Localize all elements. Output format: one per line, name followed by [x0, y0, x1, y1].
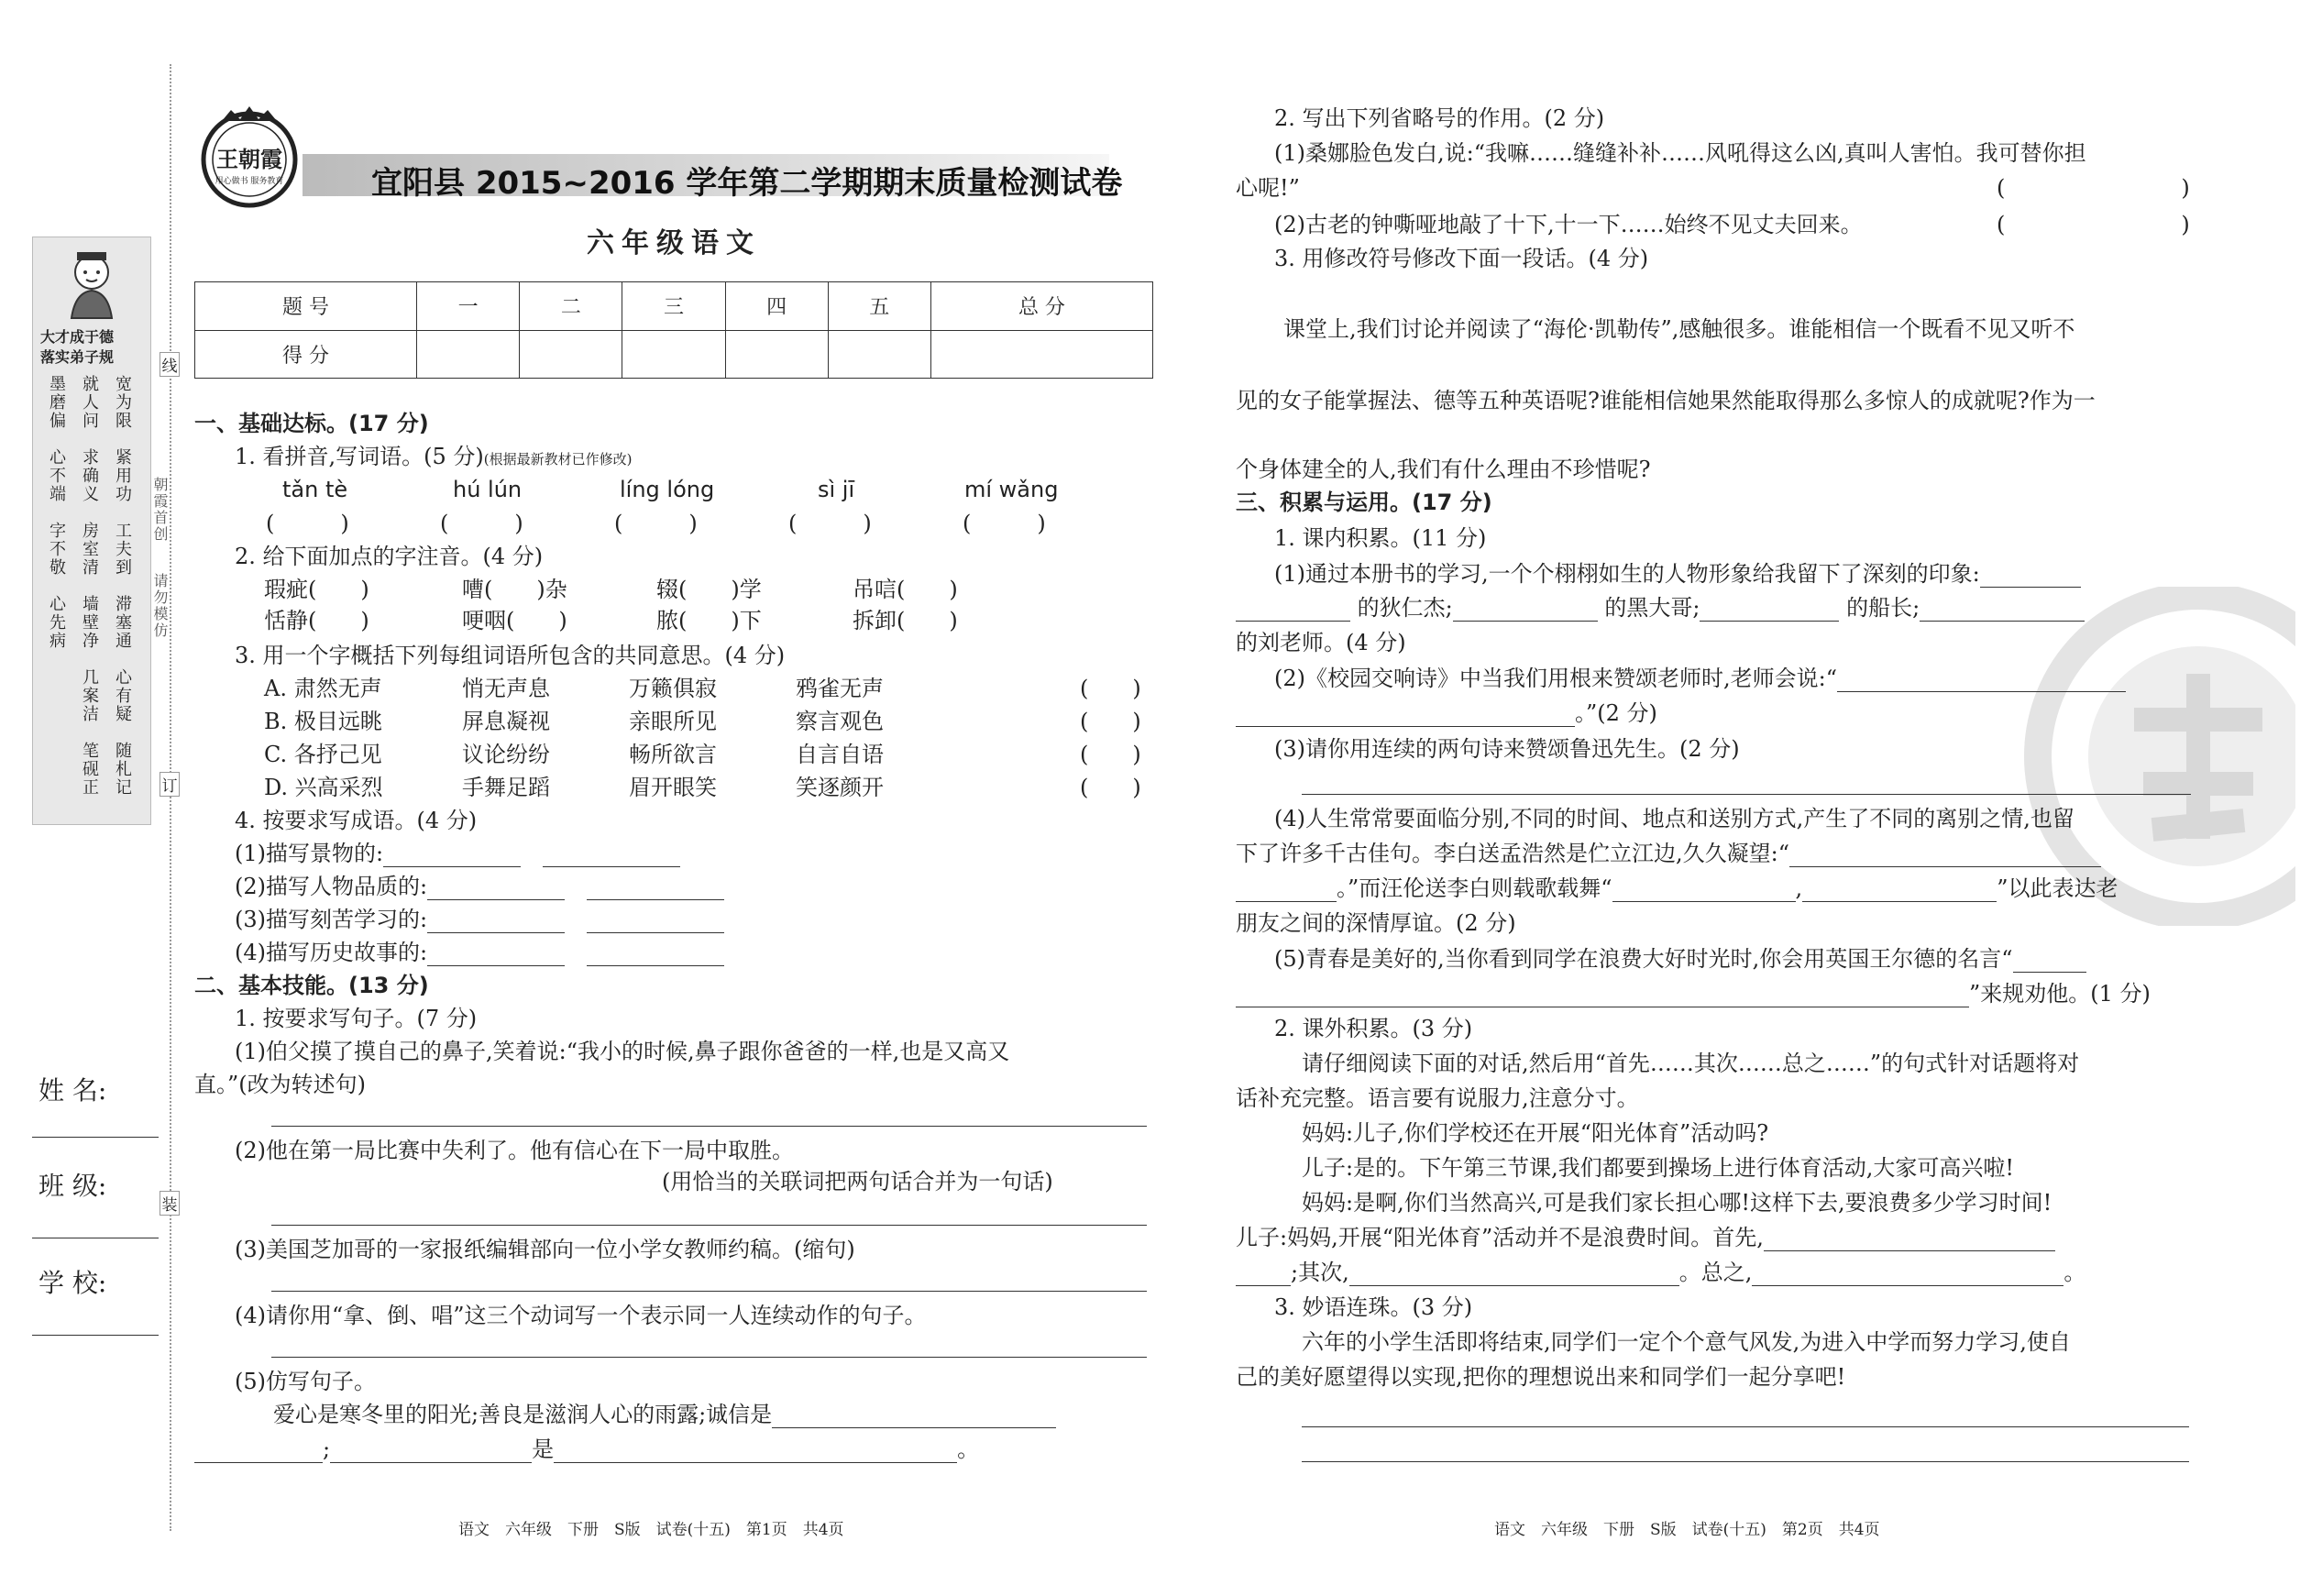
- q2-item[interactable]: 拆卸( ): [853, 608, 958, 633]
- class-label: 班 级:: [39, 1171, 107, 1201]
- q3-row-c: C. 各抒己见 议论纷纷 畅所欲言 自言自语: [264, 742, 884, 767]
- name-label: 姓 名:: [39, 1075, 107, 1106]
- b2-prompt: 2. 写出下列省略号的作用。(2 分): [1274, 105, 1605, 131]
- c3-prompt: 3. 妙语连珠。(3 分): [1274, 1294, 1473, 1320]
- section-3-title: 三、积累与运用。(17 分): [1236, 490, 1492, 515]
- score-header-cell: 三: [622, 282, 725, 331]
- score-row-label: 得 分: [195, 330, 417, 379]
- pinyin-4: sì jī: [818, 477, 855, 502]
- c1-1-fill: 的狄仁杰; 的黑大哥; 的船长;: [1236, 594, 2085, 622]
- section-1-title: 一、基础达标。(17 分): [194, 411, 429, 436]
- score-cell[interactable]: [622, 330, 725, 379]
- c1-4-text: (4)人生常常要面临分别,不同的时间、地点和送别方式,产生了不同的离别之情,也留: [1274, 806, 2074, 831]
- sidebar-col-2: 就人问 求确义 房室清 墙壁净 几案洁 笔砚正: [80, 375, 99, 797]
- answer-paren[interactable]: ( ): [614, 511, 698, 536]
- b1-5-text: (5)仿写句子。: [235, 1369, 376, 1394]
- c2-dialog-4: 儿子:妈妈,开展“阳光体育”活动并不是浪费时间。首先,: [1236, 1224, 2055, 1251]
- b1-2-note: (用恰当的关联词把两句话合并为一句话): [662, 1169, 1053, 1194]
- q3-answer-paren[interactable]: ( ): [1080, 676, 1141, 701]
- exam-title: 宜阳县 2015~2016 学年第二学期期末质量检测试卷: [371, 165, 1123, 202]
- b2-1-text: 心呢!”: [1236, 175, 1300, 201]
- b2-answer-paren[interactable]: ( ): [1997, 175, 2190, 201]
- sidebar-motto-2: 落实弟子规: [40, 348, 115, 366]
- brand-logo-icon: [194, 103, 304, 213]
- b3-prompt: 3. 用修改符号修改下面一段话。(4 分): [1274, 246, 1649, 271]
- c1-1-text: (1)通过本册书的学习,一个个栩栩如生的人物形象给我留下了深刻的印象:: [1274, 560, 2081, 588]
- score-header-cell: 一: [417, 282, 520, 331]
- c2-para-1: 请仔细阅读下面的对话,然后用“首先……其次……总之……”的句式针对话题将对: [1302, 1051, 2080, 1076]
- sidebar-motto-1: 大才成于德: [40, 328, 115, 346]
- q1-prompt: 1. 看拼音,写词语。(5 分)(根据最新教材已作修改): [235, 444, 633, 469]
- c1-prompt: 1. 课内积累。(11 分): [1274, 525, 1487, 551]
- q3-answer-paren[interactable]: ( ): [1080, 742, 1141, 767]
- sidebar-col-3: 宽为限 紧用功 工夫到 滞塞通 心有疑 随札记: [113, 375, 132, 797]
- q2-prompt: 2. 给下面加点的字注音。(4 分): [235, 544, 544, 569]
- binding-mark-1: 线: [160, 352, 180, 377]
- motto-sidebar: [32, 237, 151, 825]
- score-header-cell: 五: [828, 282, 930, 331]
- answer-paren[interactable]: ( ): [963, 511, 1046, 536]
- c3-para-2: 己的美好愿望得以实现,把你的理想说出来和同学们一起分享吧!: [1236, 1364, 1846, 1390]
- q3-prompt: 3. 用一个字概括下列每组词语所包含的共同意思。(4 分): [235, 643, 786, 668]
- b1-1-text: 直。”(改为转述句): [194, 1072, 366, 1097]
- score-header-cell: 二: [520, 282, 622, 331]
- c1-1-end: 的刘老师。(4 分): [1236, 630, 1406, 655]
- c1-3-text: (3)请你用连续的两句诗来赞颂鲁迅先生。(2 分): [1274, 736, 1740, 762]
- q3-row-a: A. 肃然无声 悄无声息 万籁俱寂 鸦雀无声: [264, 676, 884, 701]
- name-field[interactable]: [32, 1137, 159, 1138]
- c2-dialog-2: 儿子:是的。下午第三节课,我们都要到操场上进行体育活动,大家可高兴啦!: [1302, 1155, 2014, 1181]
- svg-text:用心做书 服务教育: 用心做书 服务教育: [215, 177, 284, 186]
- q2-item[interactable]: 嘈( )杂: [462, 577, 567, 602]
- c1-2-text: (2)《校园交响诗》中当我们用根来赞颂老师时,老师会说:“: [1274, 665, 2126, 692]
- b1-1-text: (1)伯父摸了摸自己的鼻子,笑着说:“我小的时候,鼻子跟你爸爸的一样,也是又高又: [235, 1039, 1010, 1064]
- q3-answer-paren[interactable]: ( ): [1080, 775, 1141, 800]
- svg-text:王朝霞: 王朝霞: [216, 146, 282, 172]
- score-table: [194, 281, 1153, 379]
- answer-line[interactable]: [1302, 794, 2191, 795]
- b2-2-text: (2)古老的钟嘶哑地敲了十下,十一下……始终不见丈夫回来。: [1274, 212, 1863, 237]
- q2-item[interactable]: 恬静( ): [264, 608, 369, 633]
- c2-para-2: 话补充完整。语言要有说服力,注意分寸。: [1236, 1085, 1639, 1111]
- b1-5-sample: 爱心是寒冬里的阳光;善良是滋润人心的雨露;诚信是: [273, 1401, 1056, 1428]
- footer-right: 语文 六年级 下册 S版 试卷(十五) 第2页 共4页: [1494, 1521, 1880, 1539]
- c2-dialog-3: 妈妈:是啊,你们当然高兴,可是我们家长担心哪!这样下去,要浪费多少学习时间!: [1302, 1190, 2052, 1216]
- q4-item: (3)描写刻苦学习的:: [235, 906, 724, 933]
- answer-paren[interactable]: ( ): [440, 511, 523, 536]
- c3-para-1: 六年的小学生活即将结束,同学们一定个个意气风发,为进入中学而努力学习,使自: [1302, 1329, 2071, 1355]
- c1-5-text: (5)青春是美好的,当你看到同学在浪费大好时光时,你会用英国王尔德的名言“: [1274, 945, 2086, 973]
- b1-5-fill: ; 是 。: [194, 1436, 979, 1463]
- b1-3-text: (3)美国芝加哥的一家报纸编辑部向一位小学女教师约稿。(缩句): [235, 1237, 855, 1262]
- score-cell[interactable]: [417, 330, 520, 379]
- b2-answer-paren[interactable]: ( ): [1997, 212, 2190, 237]
- b1-4-text: (4)请你用“拿、倒、唱”这三个动词写一个表示同一人连续动作的句子。: [235, 1303, 927, 1328]
- c1-4-end: 朋友之间的深情厚谊。(2 分): [1236, 910, 1516, 936]
- c2-prompt: 2. 课外积累。(3 分): [1274, 1016, 1473, 1041]
- q3-answer-paren[interactable]: ( ): [1080, 709, 1141, 734]
- q2-item[interactable]: 脓( )下: [656, 608, 762, 633]
- c1-4-text: 下了许多千古佳句。李白送孟浩然是伫立江边,久久凝望:“: [1236, 840, 2101, 867]
- c1-5-fill: ”来规劝他。(1 分): [1236, 980, 2151, 1007]
- q4-prompt: 4. 按要求写成语。(4 分): [235, 808, 478, 833]
- score-cell[interactable]: [520, 330, 622, 379]
- answer-paren[interactable]: ( ): [788, 511, 872, 536]
- pinyin-2: hú lún: [453, 477, 523, 502]
- pinyin-5: mí wǎng: [964, 477, 1059, 502]
- q4-item: (2)描写人物品质的:: [235, 873, 724, 900]
- b3-para-3: 个身体建全的人,我们有什么理由不珍惜呢?: [1236, 457, 1651, 482]
- student-cartoon-icon: [55, 245, 128, 320]
- b3-para-1: 课堂上,我们讨论并阅读了“海伦·凯勒传”,感触很多。谁能相信一个既看不见又听不: [1283, 316, 2075, 342]
- answer-line[interactable]: [1302, 1426, 2189, 1427]
- b2-1-text: (1)桑娜脸色发白,说:“我嘛……缝缝补补……风吼得这么凶,真叫人害怕。我可替你担: [1274, 140, 2086, 166]
- vertical-note-2: 请勿模仿: [151, 573, 169, 639]
- b1-2-text: (2)他在第一局比赛中失利了。他有信心在下一局中取胜。: [235, 1138, 794, 1163]
- footer-left: 语文 六年级 下册 S版 试卷(十五) 第1页 共4页: [458, 1521, 844, 1539]
- c2-dialog-1: 妈妈:儿子,你们学校还在开展“阳光体育”活动吗?: [1302, 1120, 1769, 1146]
- answer-line[interactable]: [1302, 1461, 2189, 1462]
- score-header-cell: 总 分: [930, 282, 1152, 331]
- pinyin-1: tǎn tè: [282, 477, 348, 502]
- answer-paren[interactable]: ( ): [266, 511, 349, 536]
- sidebar-col-1: 墨磨偏 心不端 字不敬 心先病: [47, 375, 66, 650]
- section-2-title: 二、基本技能。(13 分): [194, 973, 429, 998]
- pinyin-3: líng lóng: [620, 477, 715, 502]
- score-cell[interactable]: [930, 330, 1152, 379]
- answer-line[interactable]: [271, 1225, 1147, 1226]
- b3-para-2: 见的女子能掌握法、德等五种英语呢?谁能相信她果然能取得那么多惊人的成就呢?作为一: [1236, 388, 2096, 413]
- q4-item: (4)描写历史故事的:: [235, 939, 724, 966]
- q3-row-d: D. 兴高采烈 手舞足蹈 眉开眼笑 笑逐颜开: [264, 775, 884, 800]
- c1-2-fill: 。”(2 分): [1236, 699, 1657, 727]
- school-field[interactable]: [32, 1335, 159, 1336]
- answer-line[interactable]: [271, 1357, 1147, 1358]
- q4-item: (1)描写景物的:: [235, 840, 680, 867]
- score-cell[interactable]: [725, 330, 828, 379]
- binding-line: [170, 64, 171, 1531]
- b1-prompt: 1. 按要求写句子。(7 分): [235, 1006, 478, 1031]
- answer-line[interactable]: [271, 1291, 1147, 1292]
- q2-item[interactable]: 吊唁( ): [853, 577, 958, 602]
- c1-4-fill: 。”而汪伦送李白则载歌载舞“ , ”以此表达老: [1236, 875, 2118, 902]
- c2-dialog-5: ;其次, 。总之, 。: [1236, 1259, 2085, 1286]
- answer-line[interactable]: [271, 1126, 1147, 1127]
- binding-mark-2: 订: [160, 772, 180, 797]
- school-label: 学 校:: [39, 1268, 107, 1298]
- score-header-cell: 题 号: [195, 282, 417, 331]
- score-cell[interactable]: [828, 330, 930, 379]
- binding-mark-3: 装: [160, 1191, 180, 1216]
- q2-item[interactable]: 哽咽( ): [462, 608, 567, 633]
- score-header-cell: 四: [725, 282, 828, 331]
- q2-item[interactable]: 瑕疵( ): [264, 577, 369, 602]
- q2-item[interactable]: 辍( )学: [656, 577, 762, 602]
- vertical-note-1: 朝霞首创: [151, 477, 169, 543]
- subject-title: 六年级语文: [587, 227, 761, 259]
- q3-row-b: B. 极目远眺 屏息凝视 亲眼所见 察言观色: [264, 709, 884, 734]
